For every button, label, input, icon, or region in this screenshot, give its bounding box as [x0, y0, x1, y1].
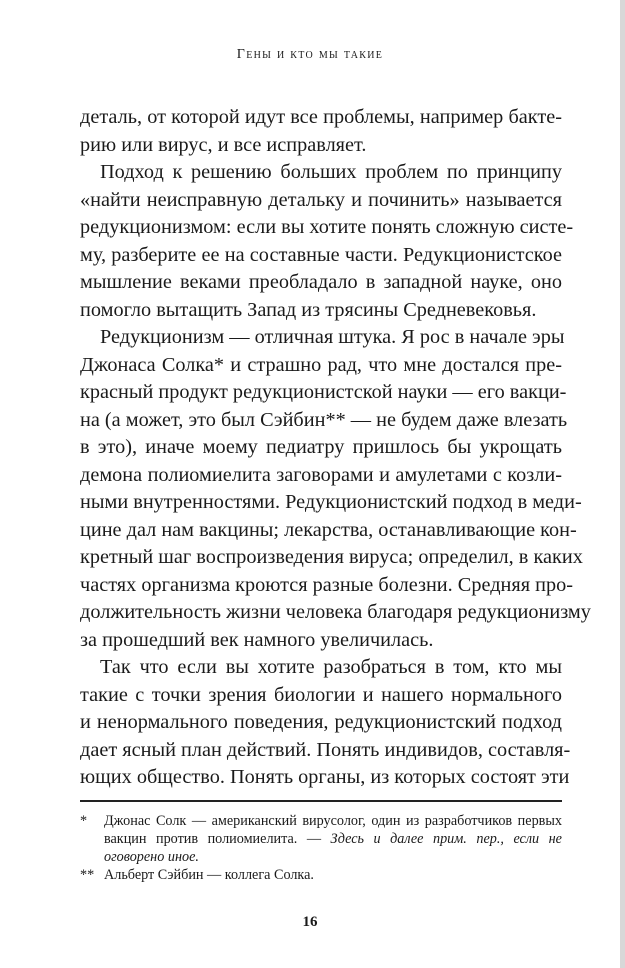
- text-line: частях организма кроются разные болезни. Средняя про-: [80, 573, 573, 596]
- footnote-2: [80, 866, 562, 884]
- text-line: должительность жизни человека благодаря редукционизму: [80, 601, 591, 623]
- footnote-text: Джонас Солк — американский вирусолог, один из разработчиков первых вакцин против полиомиелита. —: [104, 813, 562, 847]
- footnote-text: Альберт Сэйбин — коллега Солка.: [104, 867, 314, 883]
- text-line: кретный шаг воспроизведения вируса; определил, в каких: [80, 546, 583, 568]
- text-line: на (а может, это был Сэйбин** — не будем даже влезать: [80, 408, 568, 431]
- text-line: Редукционизм — отличная штука. Я рос в начале эры: [100, 326, 565, 348]
- text-line: мышление веками преобладало в западной науке, оно: [80, 271, 562, 293]
- footnote-1: [80, 812, 562, 866]
- text-line: «найти неисправную детальку и починить» называется: [80, 188, 562, 211]
- text-line: ными внутренностями. Редукционистский подход в меди-: [80, 491, 582, 513]
- footnote-italic-note: Здесь и далее прим. пер., если не оговорено иное.: [104, 831, 562, 865]
- text-line: Джонаса Солка* и страшно рад, что мне достался пре-: [80, 353, 562, 376]
- running-header: Гены и кто мы такие: [236, 47, 384, 62]
- text-line: демона полиомиелита заговорами и амулетами с козли-: [80, 463, 562, 486]
- text-line: рию или вирус, и все исправляет.: [80, 133, 367, 156]
- text-line: редукционизмом: если вы хотите понять сложную систе-: [80, 216, 574, 238]
- text-line: помогло вытащить Запад из трясины Средневековья.: [80, 298, 537, 321]
- text-line: такие с точки зрения биологии и нашего нормального: [80, 683, 562, 706]
- page-edge: [620, 0, 625, 968]
- footnote-mark: *: [80, 813, 88, 829]
- text-line: деталь, от которой идут все проблемы, например бакте-: [80, 106, 562, 128]
- footnote-divider: [80, 800, 562, 802]
- text-line: ющих общество. Понять органы, из которых состоят эти: [80, 766, 570, 788]
- text-line: цине дал нам вакцины; лекарства, останавливающие кон-: [80, 518, 577, 541]
- footnote-mark: **: [80, 867, 95, 883]
- text-line: красный продукт редукционистской науки — его вакци-: [80, 381, 567, 403]
- body-text: [80, 104, 591, 792]
- text-line: в это), иначе моему педиатру пришлось бы укрощать: [80, 436, 562, 458]
- page-number: 16: [302, 914, 318, 930]
- text-line: за прошедший век намного увеличилась.: [80, 628, 434, 651]
- text-line: и ненормального поведения, редукционистский подход: [80, 711, 562, 733]
- text-line: му, разберите ее на составные части. Редукционистское: [80, 243, 562, 266]
- text-line: Так что если вы хотите разобраться в том, кто мы: [100, 656, 562, 678]
- text-line: Подход к решению больших проблем по принципу: [100, 161, 562, 183]
- text-line: дает ясный план действий. Понять индивидов, составля-: [80, 738, 571, 761]
